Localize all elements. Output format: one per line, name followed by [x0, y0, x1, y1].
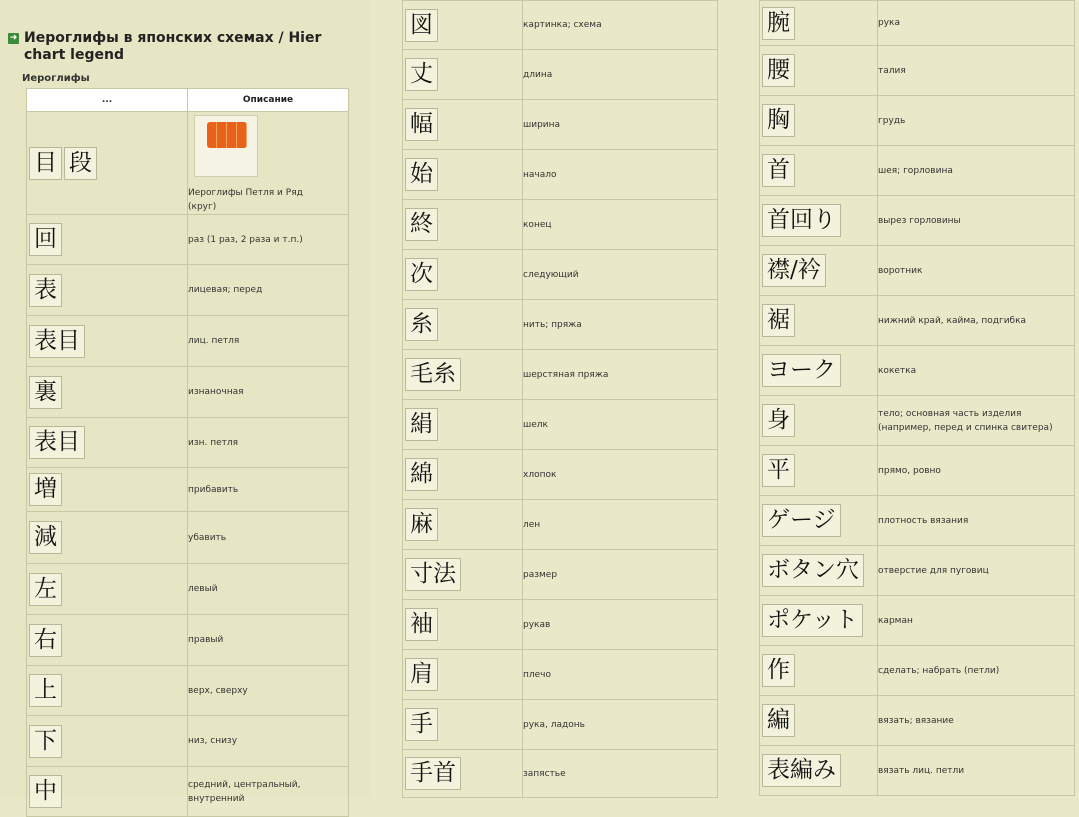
hieroglyph-table-1 [26, 88, 349, 817]
kanji-symbol: 麻 [405, 508, 438, 541]
description-cell: воротник [878, 246, 1075, 296]
table-row [760, 296, 1075, 346]
description-cell: хлопок [523, 450, 718, 500]
symbol-cell [27, 418, 188, 468]
kanji-symbol: 上 [29, 674, 62, 707]
kanji-symbol: 右 [29, 624, 62, 657]
table-row [403, 1, 718, 50]
arrow-right-icon[interactable]: ➜ [9, 33, 18, 43]
description-cell: лицевая; перед [188, 265, 349, 316]
kanji-symbol: 裾 [762, 304, 795, 337]
column-header-description: Описание [188, 89, 349, 112]
symbol-cell [760, 446, 878, 496]
symbol-cell [27, 716, 188, 767]
table-row [760, 596, 1075, 646]
description-cell: длина [523, 50, 718, 100]
symbol-cell [403, 650, 523, 700]
symbol-cell [27, 265, 188, 316]
symbol-cell [403, 350, 523, 400]
symbol-cell [27, 367, 188, 418]
description-cell: рука, ладонь [523, 700, 718, 750]
kanji-symbol: 腰 [762, 54, 795, 87]
kanji-symbol: 袖 [405, 608, 438, 641]
description-cell: рука [878, 1, 1075, 46]
description-cell [188, 112, 349, 215]
kanji-symbol: 平 [762, 454, 795, 487]
description-cell: убавить [188, 512, 349, 564]
kanji-symbol: 減 [29, 521, 62, 554]
kanji-symbol: 下 [29, 725, 62, 758]
table-row [760, 146, 1075, 196]
kanji-symbol: 増 [29, 473, 62, 506]
symbol-cell [760, 296, 878, 346]
knit-swatch-icon [207, 122, 247, 148]
description-cell: карман [878, 596, 1075, 646]
kanji-symbol: 図 [405, 9, 438, 42]
table-row [27, 666, 349, 716]
symbol-cell [760, 96, 878, 146]
kanji-symbol: 手首 [405, 757, 461, 790]
legend-heading [0, 0, 370, 64]
table-row [27, 418, 349, 468]
kanji-symbol: 表目 [29, 426, 85, 459]
symbol-cell [27, 316, 188, 367]
hieroglyph-table-2 [402, 0, 718, 798]
description-cell: прямо, ровно [878, 446, 1075, 496]
table-row [403, 150, 718, 200]
description-cell: вязать лиц. петли [878, 746, 1075, 796]
kanji-symbol: ヨーク [762, 354, 841, 387]
table-row [760, 546, 1075, 596]
symbol-cell [403, 100, 523, 150]
table-row [27, 564, 349, 615]
table-row [27, 215, 349, 265]
table-row [760, 696, 1075, 746]
kanji-symbol: 左 [29, 573, 62, 606]
table-row [760, 46, 1075, 96]
hieroglyph-table-3 [759, 0, 1075, 796]
kanji-symbol: 表編み [762, 754, 841, 787]
kanji-symbol: 作 [762, 654, 795, 687]
symbol-cell [403, 1, 523, 50]
symbol-cell [27, 112, 188, 215]
table-row [760, 396, 1075, 446]
description-cell: шелк [523, 400, 718, 450]
description-cell: правый [188, 615, 349, 666]
symbol-cell [27, 767, 188, 817]
description-cell: средний, центральный, внутренний [188, 767, 349, 817]
table-row [760, 496, 1075, 546]
kanji-symbol: 腕 [762, 7, 795, 40]
table-row [403, 700, 718, 750]
symbol-cell [403, 700, 523, 750]
kanji-symbol: 首 [762, 154, 795, 187]
description-cell: рукав [523, 600, 718, 650]
description-cell: картинка; схема [523, 1, 718, 50]
symbol-cell [760, 396, 878, 446]
kanji-symbol: 丈 [405, 58, 438, 91]
table-row [403, 400, 718, 450]
symbol-cell [403, 200, 523, 250]
symbol-cell [27, 468, 188, 512]
description-cell: верх, сверху [188, 666, 349, 716]
symbol-cell [760, 746, 878, 796]
description-cell: раз (1 раз, 2 раза и т.п.) [188, 215, 349, 265]
symbol-cell [760, 646, 878, 696]
table-row [403, 600, 718, 650]
kanji-symbol: 肩 [405, 658, 438, 691]
kanji-symbol: 表目 [29, 325, 85, 358]
table-row [403, 50, 718, 100]
kanji-symbol: 胸 [762, 104, 795, 137]
kanji-symbol: 回 [29, 223, 62, 256]
description-cell: лиц. петля [188, 316, 349, 367]
table-row [760, 446, 1075, 496]
kanji-symbol: 寸法 [405, 558, 461, 591]
kanji-symbol: 次 [405, 258, 438, 291]
symbol-cell [760, 146, 878, 196]
kanji-symbol: 毛糸 [405, 358, 461, 391]
description-cell: шерстяная пряжа [523, 350, 718, 400]
description-cell: низ, снизу [188, 716, 349, 767]
table-row [27, 468, 349, 512]
description-cell: плечо [523, 650, 718, 700]
symbol-cell [760, 46, 878, 96]
kanji-symbol: 身 [762, 404, 795, 437]
symbol-cell [27, 615, 188, 666]
description-cell: прибавить [188, 468, 349, 512]
table-row [403, 350, 718, 400]
description-cell: начало [523, 150, 718, 200]
kanji-symbol: 手 [405, 708, 438, 741]
symbol-cell [27, 512, 188, 564]
table-row [403, 300, 718, 350]
description-cell: изнаночная [188, 367, 349, 418]
legend-title: Иероглифы в японских схемах / Hier chart legend [24, 30, 322, 63]
symbol-cell [403, 300, 523, 350]
table-row [760, 646, 1075, 696]
kanji-symbol: 絹 [405, 408, 438, 441]
description-cell: отверстие для пуговиц [878, 546, 1075, 596]
table-row [760, 746, 1075, 796]
kanji-symbol: ゲージ [762, 504, 841, 537]
table-row [760, 196, 1075, 246]
symbol-cell [760, 546, 878, 596]
symbol-cell [403, 750, 523, 798]
symbol-cell [760, 496, 878, 546]
table-row [403, 450, 718, 500]
knit-stitch-thumbnail[interactable] [194, 115, 258, 177]
kanji-symbol: 終 [405, 208, 438, 241]
table-row [403, 100, 718, 150]
symbol-cell [403, 600, 523, 650]
kanji-symbol: 始 [405, 158, 438, 191]
description-cell: вырез горловины [878, 196, 1075, 246]
kanji-symbol: 首回り [762, 204, 841, 237]
legend-subtitle: Иероглифы [22, 73, 90, 84]
legend-column-1 [0, 0, 370, 804]
table-row [403, 200, 718, 250]
table-row [27, 316, 349, 367]
legend-column-3 [759, 0, 1079, 797]
table-row [27, 265, 349, 316]
table-row [27, 112, 349, 215]
symbol-cell [760, 1, 878, 46]
table-row [760, 96, 1075, 146]
description-cell: изн. петля [188, 418, 349, 468]
description-cell: лен [523, 500, 718, 550]
kanji-symbol: 表 [29, 274, 62, 307]
description-cell: левый [188, 564, 349, 615]
symbol-cell [403, 450, 523, 500]
symbol-cell [760, 196, 878, 246]
table-row [27, 512, 349, 564]
description-cell: грудь [878, 96, 1075, 146]
kanji-symbol: 目 [29, 147, 62, 180]
kanji-symbol: 段 [64, 147, 97, 180]
description-text: Иероглифы Петля и Ряд (круг) [188, 188, 303, 212]
description-cell: конец [523, 200, 718, 250]
kanji-symbol: 編 [762, 704, 795, 737]
table-row [27, 367, 349, 418]
description-cell: нижний край, кайма, подгибка [878, 296, 1075, 346]
symbol-cell [760, 346, 878, 396]
symbol-cell [403, 550, 523, 600]
kanji-symbol: 襟/衿 [762, 254, 826, 287]
symbol-cell [403, 50, 523, 100]
symbol-cell [403, 150, 523, 200]
kanji-symbol: 糸 [405, 308, 438, 341]
table-row [27, 767, 349, 817]
description-cell: шея; горловина [878, 146, 1075, 196]
table-row [760, 346, 1075, 396]
description-cell: кокетка [878, 346, 1075, 396]
symbol-cell [760, 596, 878, 646]
description-cell: ширина [523, 100, 718, 150]
description-cell: вязать; вязание [878, 696, 1075, 746]
kanji-symbol: 裏 [29, 376, 62, 409]
table-row [403, 650, 718, 700]
description-cell: запястье [523, 750, 718, 798]
symbol-cell [403, 250, 523, 300]
kanji-symbol: 中 [29, 775, 62, 808]
symbol-cell [403, 400, 523, 450]
kanji-symbol: 幅 [405, 108, 438, 141]
kanji-symbol: ポケット [762, 604, 863, 637]
description-cell: тело; основная часть изделия (например, перед и спинка свитера) [878, 396, 1075, 446]
symbol-cell [403, 500, 523, 550]
table-row [403, 250, 718, 300]
description-cell: талия [878, 46, 1075, 96]
table-row [403, 550, 718, 600]
description-cell: размер [523, 550, 718, 600]
table-row [403, 750, 718, 798]
symbol-cell [27, 666, 188, 716]
description-cell: плотность вязания [878, 496, 1075, 546]
table-row [27, 716, 349, 767]
symbol-cell [760, 246, 878, 296]
legend-column-2 [376, 0, 756, 797]
kanji-symbol: 綿 [405, 458, 438, 491]
symbol-cell [760, 696, 878, 746]
symbol-cell [27, 564, 188, 615]
symbol-cell [27, 215, 188, 265]
description-cell: нить; пряжа [523, 300, 718, 350]
table-row [403, 500, 718, 550]
description-cell: сделать; набрать (петли) [878, 646, 1075, 696]
table-row [27, 615, 349, 666]
kanji-symbol: ボタン穴 [762, 554, 864, 587]
table-row [760, 1, 1075, 46]
table-row [760, 246, 1075, 296]
description-cell: следующий [523, 250, 718, 300]
column-header-symbol: ... [27, 89, 188, 112]
